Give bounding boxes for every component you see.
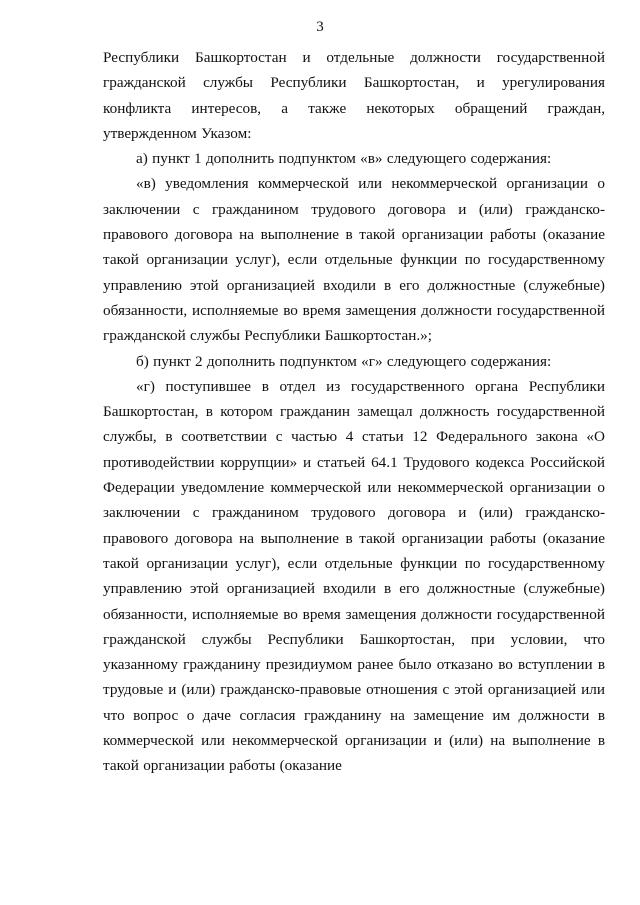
paragraph-subitem-v: «в) уведомления коммерческой или некоммерческой организации о заключении с гражданином трудового договора и (или) гражданско-правового договора на выполнение в такой организации работы (оказание такой организации услуг), если отдельные функции по государственному управлению этой организацией входили в его должностные (служебные) обязанности, исполняемые во время замещения должности государственной гражданской службы Республики Башкортостан.»; (103, 175, 605, 345)
paragraph-subitem-g: «г) поступившее в отдел из государственного органа Республики Башкортостан, в котором гражданин замещал должность государственной службы, в соответствии с частью 4 статьи 12 Федерального закона «О противодействии коррупции» и статьей 64.1 Трудового кодекса Российской Федерации уведомление коммерческой или некоммерческой организации о заключении с гражданином трудового договора и (или) гражданско-правового договора на выполнение в такой организации работы (оказание такой организации услуг), если отдельные функции по государственному управлению этой организацией входили в его должностные (служебные) обязанности, исполняемые во время замещения должности государственной гражданской службы Республики Башкортостан, при условии, что указанному гражданину президиумом ранее было отказано во вступлении в трудовые и (или) гражданско-правовые отношения с этой организацией или что вопрос о даче согласия гражданину на замещение им должности в коммерческой или некоммерческой организации и (или) на выполнение в такой организации работы (оказание (103, 377, 605, 775)
paragraph-continuation: Республики Башкортостан и отдельные должности государственной гражданской службы Республики Башкортостан, и урегулирования конфликта интересов, а также некоторых обращений граждан, утвержденном Указом: (103, 49, 605, 142)
paragraph-item-a: а) пункт 1 дополнить подпунктом «в» следующего содержания: (136, 150, 552, 168)
page-number: 3 (316, 19, 324, 35)
document-body (103, 45, 605, 779)
paragraph-item-b: б) пункт 2 дополнить подпунктом «г» следующего содержания: (136, 352, 552, 370)
